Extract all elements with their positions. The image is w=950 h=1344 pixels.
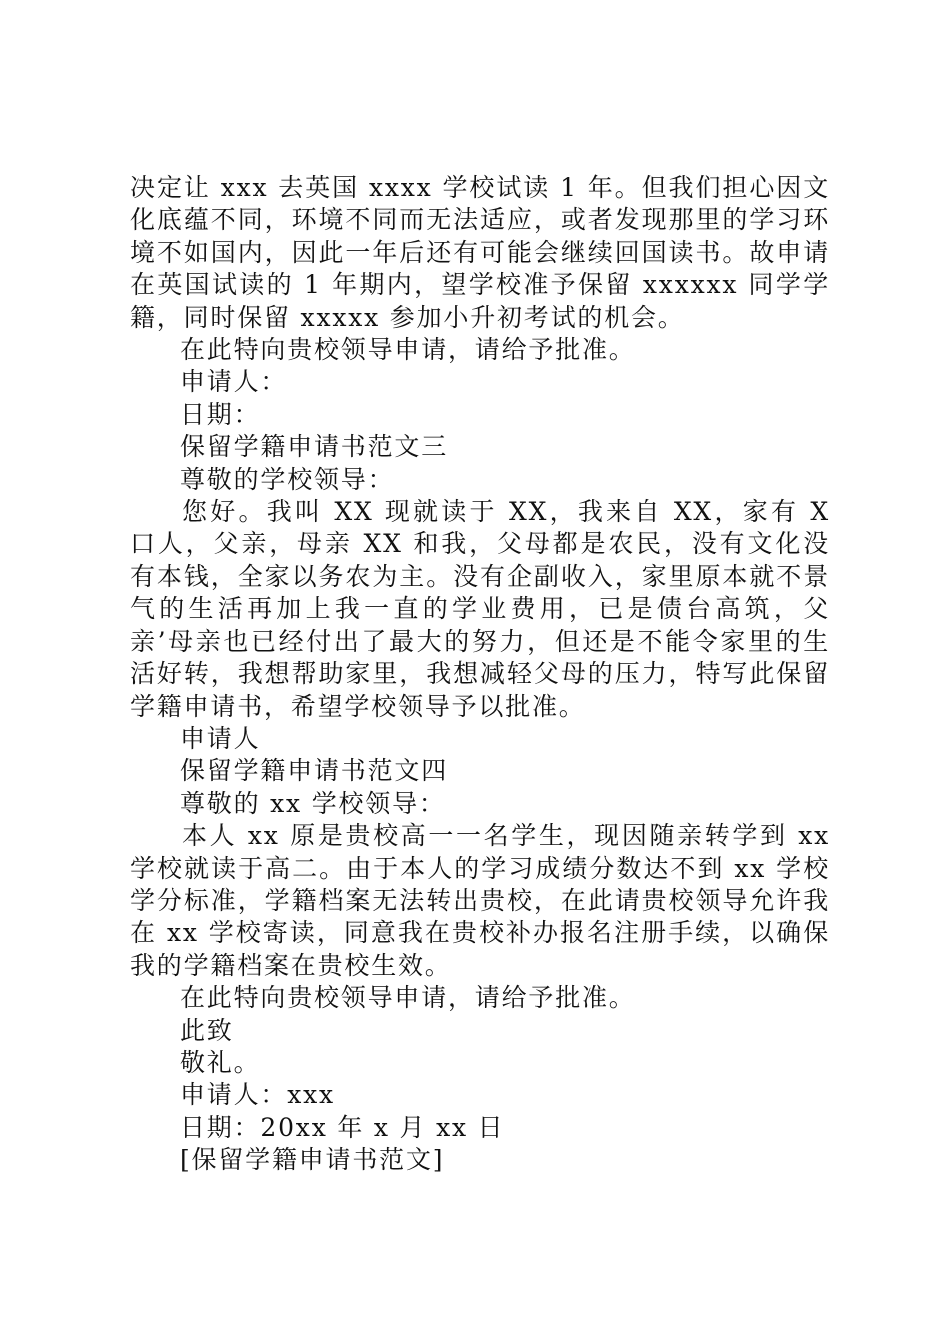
applicant-label: 申请人： bbox=[180, 367, 288, 397]
sample-four-heading: 保留学籍申请书范文四 bbox=[180, 756, 449, 786]
sample-three-heading: 保留学籍申请书范文三 bbox=[180, 432, 449, 462]
applicant-label-three: 申请人 bbox=[180, 723, 261, 753]
paragraph-sample-three-body: 您好。我叫 XX 现就读于 XX，我来自 XX，家有 X 口人，父亲，母亲 XX 和我，父母都是农民，没有文化没有本钱，全家以务农为主。没有企副收入，家里原本就不景气的生活再加上我一直的学业费用，已是债台高筑，父亲’母亲也已经付出了最大的努力，但还是不能令家里的生活好转，我想帮助家里，我想减轻父母的压力，特写此保留学籍申请书，希望学校领导予以批准。 bbox=[130, 497, 830, 721]
document-title-tag: [保留学籍申请书范文] bbox=[180, 1145, 445, 1175]
closing-jingli: 敬礼。 bbox=[180, 1047, 261, 1077]
salutation-four: 尊敬的 xx 学校领导： bbox=[180, 788, 446, 818]
paragraph-request-approval-four: 在此特向贵校领导申请，请给予批准。 bbox=[180, 983, 636, 1013]
date-signature: 日期：20xx 年 x 月 xx 日 bbox=[180, 1112, 505, 1142]
applicant-signature: 申请人：xxx bbox=[180, 1080, 335, 1110]
closing-zhizhi: 此致 bbox=[180, 1015, 234, 1045]
date-label: 日期： bbox=[180, 399, 261, 429]
paragraph-request-approval: 在此特向贵校领导申请，请给予批准。 bbox=[180, 335, 636, 365]
paragraph-sample-four-body: 本人 xx 原是贵校高一一名学生，现因随亲转学到 xx 学校就读于高二。由于本人的学习成绩分数达不到 xx 学校学分标准，学籍档案无法转出贵校，在此请贵校领导允许我在 xx 学校寄读，同意我在贵校补办报名注册手续，以确保我的学籍档案在贵校生效。 bbox=[130, 821, 830, 980]
document-body bbox=[130, 172, 830, 1177]
salutation-three: 尊敬的学校领导： bbox=[180, 464, 395, 494]
paragraph-decision: 决定让 xxx 去英国 xxxx 学校试读 1 年。但我们担心因文化底蕴不同，环境不同而无法适应，或者发现那里的学习环境不如国内，因此一年后还有可能会继续回国读书。故申请在英国试读的 1 年期内，望学校准予保留 xxxxxx 同学学籍，同时保留 xxxxx 参加小升初考试的机会。 bbox=[130, 173, 830, 332]
